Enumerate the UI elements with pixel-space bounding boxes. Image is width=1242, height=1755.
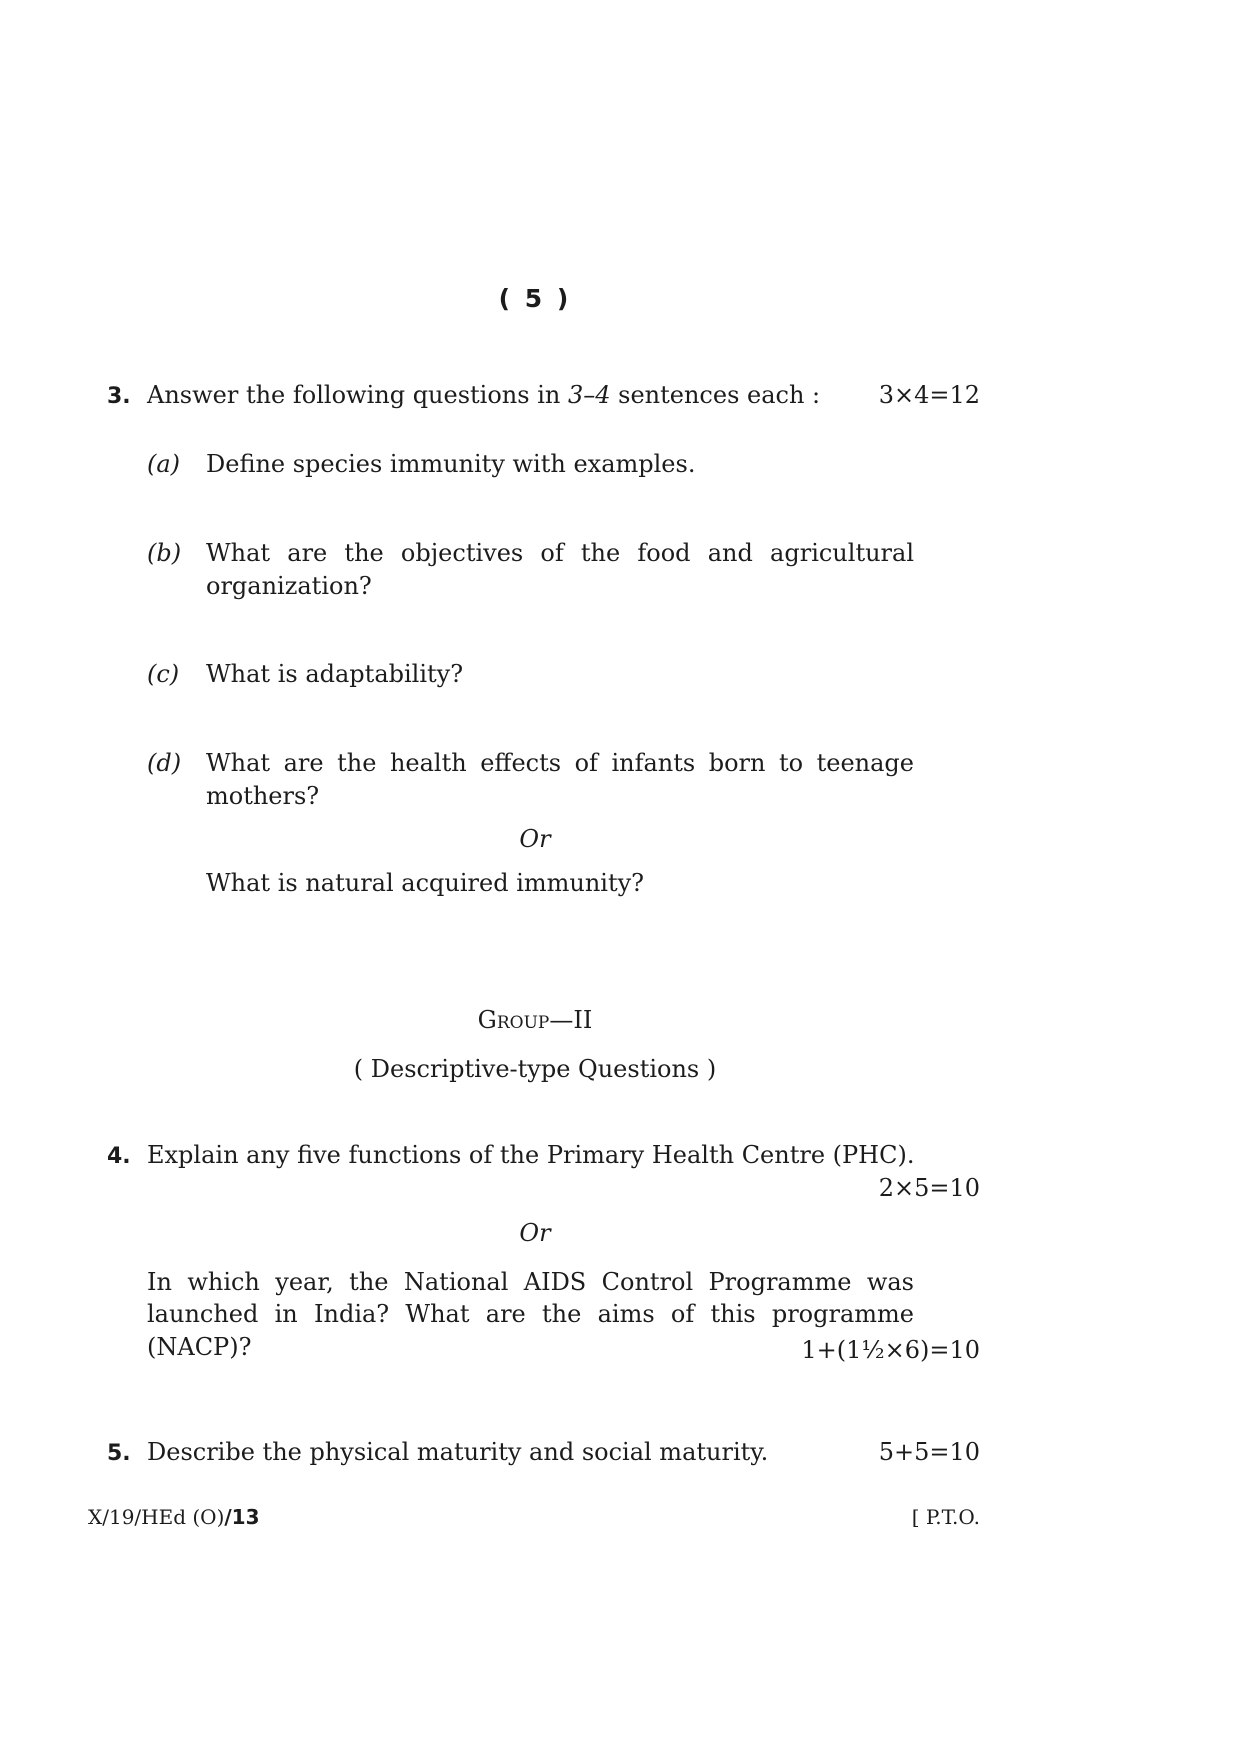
q3-item-d-line1: What are the health effects of infants born to teenage [206,749,914,777]
q3-item-b-line1: What are the objectives of the food and agricultural [206,539,914,567]
q3-item-d-line2: mothers? [206,782,320,810]
question-4-text: Explain any five functions of the Primary Health Centre (PHC). [147,1141,915,1169]
q3-item-c-text: What is adaptability? [206,660,464,688]
question-3-prompt-post: sentences each : [610,381,821,409]
q3-item-a-label: (a) [147,450,181,478]
question-3-prompt-pre: Answer the following questions in [147,381,568,409]
group-subtitle: ( Descriptive-type Questions ) [353,1055,717,1083]
footer-code-prefix: X/19/HEd (O) [88,1505,225,1529]
page-number: ( 5 ) [498,284,572,313]
question-5-marks: 5+5=10 [878,1438,980,1466]
q3-item-c-label: (c) [147,660,180,688]
q3-item-b-label: (b) [147,539,182,567]
q3-item-a-text: Define species immunity with examples. [206,450,696,478]
question-4-marks: 2×5=10 [878,1174,980,1202]
question-5-text: Describe the physical maturity and social maturity. [147,1438,769,1466]
question-3-number: 3. [107,384,131,409]
q4-alt-line2: launched in India? What are the aims of this programme [147,1300,914,1328]
group-title: Group—II [477,1006,593,1034]
q4-or-label: Or [519,1219,551,1247]
q3-alternative-question: What is natural acquired immunity? [206,869,645,897]
question-5-number: 5. [107,1441,131,1466]
footer-pto: [ P.T.O. [911,1505,980,1529]
q3-item-d-label: (d) [147,749,182,777]
question-3-prompt [147,381,820,409]
q4-alt-line1: In which year, the National AIDS Control Programme was [147,1268,914,1296]
q4-alt-marks: 1+(1½×6)=10 [801,1336,980,1364]
footer-code-suffix: /13 [224,1505,260,1529]
footer-paper-code [88,1505,260,1529]
q3-item-b-line2: organization? [206,572,372,600]
question-3-marks: 3×4=12 [878,381,980,409]
question-4-number: 4. [107,1144,131,1169]
q3-or-label: Or [519,825,551,853]
q4-alt-line3: (NACP)? [147,1333,252,1361]
question-3-prompt-range: 3–4 [567,381,611,409]
